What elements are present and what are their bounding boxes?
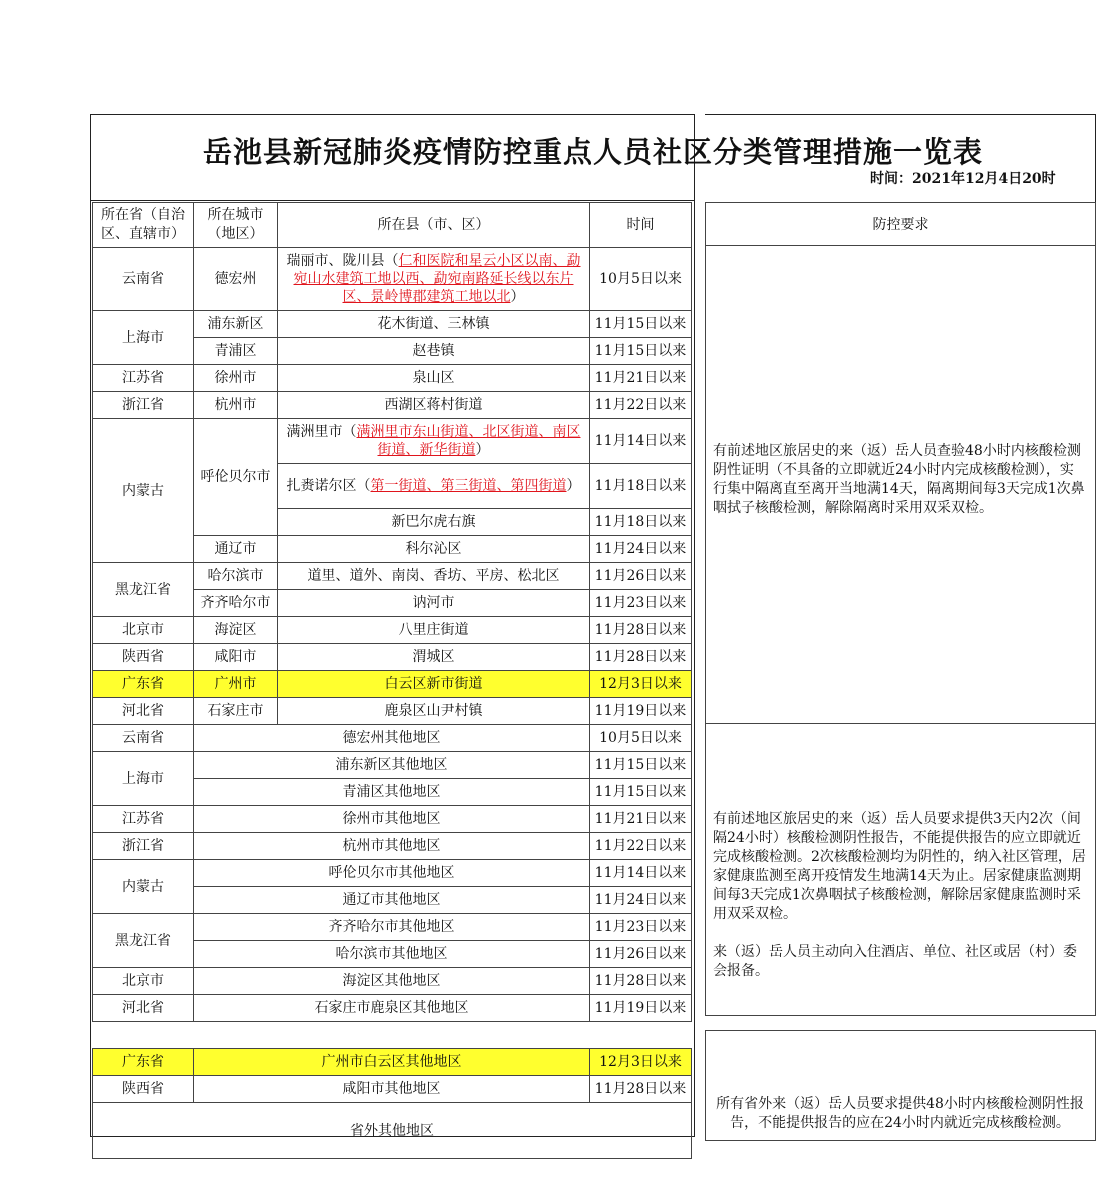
table-row bbox=[93, 365, 692, 392]
requirement-group-1 bbox=[705, 246, 1096, 724]
city-cell: 德宏州 bbox=[194, 248, 278, 311]
city-cell: 浦东新区 bbox=[194, 311, 278, 338]
timestamp: 时间：2021年12月4日20时 bbox=[870, 171, 1056, 187]
time-cell: 11月26日以来 bbox=[590, 563, 692, 590]
requirement-text: 有前述地区旅居史的来（返）岳人员要求提供3天内2次（间隔24小时）核酸检测阴性报告，不能提供报告的应立即就近完成核酸检测。2次核酸检测均为阴性的，纳入社区管理，居家健康监测至离开疫情发生地满14天为止。居家健康监测期间每3天完成1次鼻咽拭子核酸检测，解除居家健康监测时采用双采双检。 来（返）岳人员主动向入住酒店、单位、社区或居（村）委会报备。 bbox=[713, 811, 1086, 979]
time-cell: 11月18日以来 bbox=[590, 509, 692, 536]
time-cell: 11月28日以来 bbox=[590, 1076, 692, 1103]
county-red-text: 满洲里市东山街道、北区街道、南区街道、新华街道 bbox=[356, 424, 581, 458]
requirement-header: 防控要求 bbox=[705, 202, 1096, 246]
area-cell: 咸阳市其他地区 bbox=[194, 1076, 590, 1103]
time-cell: 11月15日以来 bbox=[590, 779, 692, 806]
table-row bbox=[93, 752, 692, 779]
table-row bbox=[93, 914, 692, 941]
county-cell: 讷河市 bbox=[278, 590, 590, 617]
county-cell: 八里庄街道 bbox=[278, 617, 590, 644]
table-row-highlighted bbox=[93, 1049, 692, 1076]
county-cell: 新巴尔虎右旗 bbox=[278, 509, 590, 536]
table-row bbox=[93, 644, 692, 671]
province-cell: 北京市 bbox=[93, 617, 194, 644]
province-cell: 云南省 bbox=[93, 248, 194, 311]
time-cell: 11月22日以来 bbox=[590, 392, 692, 419]
time-cell: 11月23日以来 bbox=[590, 590, 692, 617]
county-cell: 西湖区蒋村街道 bbox=[278, 392, 590, 419]
county-cell: 道里、道外、南岗、香坊、平房、松北区 bbox=[278, 563, 590, 590]
time-cell: 11月21日以来 bbox=[590, 806, 692, 833]
county-cell: 鹿泉区山尹村镇 bbox=[278, 698, 590, 725]
area-cell: 海淀区其他地区 bbox=[194, 968, 590, 995]
time-cell: 11月22日以来 bbox=[590, 833, 692, 860]
time-cell: 11月19日以来 bbox=[590, 698, 692, 725]
time-cell: 11月21日以来 bbox=[590, 365, 692, 392]
time-cell: 11月26日以来 bbox=[590, 941, 692, 968]
county-cell: 渭城区 bbox=[278, 644, 590, 671]
region-table bbox=[92, 202, 692, 1159]
time-cell: 11月18日以来 bbox=[590, 464, 692, 509]
table-row-highlighted bbox=[93, 671, 692, 698]
province-cell: 上海市 bbox=[93, 752, 194, 806]
province-cell: 内蒙古 bbox=[93, 860, 194, 914]
city-cell: 通辽市 bbox=[194, 536, 278, 563]
time-cell: 12月3日以来 bbox=[590, 671, 692, 698]
city-cell: 哈尔滨市 bbox=[194, 563, 278, 590]
county-cell: 赵巷镇 bbox=[278, 338, 590, 365]
city-cell: 徐州市 bbox=[194, 365, 278, 392]
city-cell: 广州市 bbox=[194, 671, 278, 698]
province-cell: 北京市 bbox=[93, 968, 194, 995]
county-red-text: 第一街道、第三街道、第四街道 bbox=[370, 478, 567, 494]
province-cell: 浙江省 bbox=[93, 833, 194, 860]
province-cell: 内蒙古 bbox=[93, 419, 194, 563]
time-cell: 11月23日以来 bbox=[590, 914, 692, 941]
time-cell: 11月15日以来 bbox=[590, 338, 692, 365]
table-row bbox=[93, 968, 692, 995]
time-cell: 10月5日以来 bbox=[590, 725, 692, 752]
province-cell: 陕西省 bbox=[93, 644, 194, 671]
col-city: 所在城市（地区） bbox=[194, 203, 278, 248]
county-cell: 白云区新市街道 bbox=[278, 671, 590, 698]
table-row bbox=[93, 392, 692, 419]
time-cell: 11月24日以来 bbox=[590, 536, 692, 563]
table-row bbox=[93, 806, 692, 833]
county-cell: 科尔沁区 bbox=[278, 536, 590, 563]
city-cell: 海淀区 bbox=[194, 617, 278, 644]
page-title: 岳池县新冠肺炎疫情防控重点人员社区分类管理措施一览表 bbox=[202, 135, 983, 169]
province-cell: 黑龙江省 bbox=[93, 563, 194, 617]
area-cell: 省外其他地区 bbox=[93, 1103, 692, 1159]
area-cell: 德宏州其他地区 bbox=[194, 725, 590, 752]
time-cell: 11月28日以来 bbox=[590, 617, 692, 644]
area-cell: 哈尔滨市其他地区 bbox=[194, 941, 590, 968]
province-cell: 浙江省 bbox=[93, 392, 194, 419]
city-cell: 齐齐哈尔市 bbox=[194, 590, 278, 617]
province-cell: 云南省 bbox=[93, 725, 194, 752]
city-cell: 咸阳市 bbox=[194, 644, 278, 671]
table-row bbox=[93, 563, 692, 590]
table-row bbox=[93, 248, 692, 311]
city-cell: 呼伦贝尔市 bbox=[194, 419, 278, 536]
county-cell: 瑞丽市、陇川县（仁和医院和星云小区以南、勐宛山水建筑工地以西、勐宛南路延长线以东片区、景岭博郡建筑工地以北） bbox=[278, 248, 590, 311]
area-cell: 浦东新区其他地区 bbox=[194, 752, 590, 779]
province-cell: 黑龙江省 bbox=[93, 914, 194, 968]
table-row bbox=[93, 725, 692, 752]
area-cell: 杭州市其他地区 bbox=[194, 833, 590, 860]
table-row bbox=[93, 311, 692, 338]
requirement-group-2 bbox=[705, 724, 1096, 1016]
table-row bbox=[93, 419, 692, 464]
table-row bbox=[93, 995, 692, 1022]
county-cell: 花木街道、三林镇 bbox=[278, 311, 590, 338]
county-cell: 扎赉诺尔区（第一街道、第三街道、第四街道） bbox=[278, 464, 590, 509]
area-cell: 石家庄市鹿泉区其他地区 bbox=[194, 995, 590, 1022]
table-row bbox=[93, 860, 692, 887]
col-province: 所在省（自治区、直辖市） bbox=[93, 203, 194, 248]
province-cell: 江苏省 bbox=[93, 365, 194, 392]
city-cell: 青浦区 bbox=[194, 338, 278, 365]
time-cell: 11月14日以来 bbox=[590, 419, 692, 464]
col-time: 时间 bbox=[590, 203, 692, 248]
table-row bbox=[93, 1103, 692, 1159]
time-cell: 10月5日以来 bbox=[590, 248, 692, 311]
area-cell: 青浦区其他地区 bbox=[194, 779, 590, 806]
area-cell: 齐齐哈尔市其他地区 bbox=[194, 914, 590, 941]
time-cell: 11月15日以来 bbox=[590, 311, 692, 338]
area-cell: 徐州市其他地区 bbox=[194, 806, 590, 833]
province-cell: 陕西省 bbox=[93, 1076, 194, 1103]
city-cell: 杭州市 bbox=[194, 392, 278, 419]
time-cell: 11月19日以来 bbox=[590, 995, 692, 1022]
time-cell: 11月24日以来 bbox=[590, 887, 692, 914]
province-cell: 河北省 bbox=[93, 995, 194, 1022]
province-cell: 广东省 bbox=[93, 671, 194, 698]
table-row bbox=[93, 833, 692, 860]
area-cell: 呼伦贝尔市其他地区 bbox=[194, 860, 590, 887]
requirement-text: 有前述地区旅居史的来（返）岳人员查验48小时内核酸检测阴性证明（不具备的立即就近24小时内完成核酸检测），实行集中隔离直至离开当地满14天，隔离期间每3天完成1次鼻咽拭子核酸检测，解除隔离时采用双采双检。 bbox=[713, 443, 1085, 516]
province-cell: 江苏省 bbox=[93, 806, 194, 833]
area-cell: 通辽市其他地区 bbox=[194, 887, 590, 914]
requirement-group-3 bbox=[705, 1030, 1096, 1141]
table-row bbox=[93, 698, 692, 725]
time-cell: 11月15日以来 bbox=[590, 752, 692, 779]
county-cell: 泉山区 bbox=[278, 365, 590, 392]
county-red-text: 仁和医院和星云小区以南、勐宛山水建筑工地以西、勐宛南路延长线以东片区、景岭博郡建筑工地以北 bbox=[293, 253, 581, 305]
province-cell: 河北省 bbox=[93, 698, 194, 725]
table-header bbox=[93, 203, 692, 248]
area-cell: 广州市白云区其他地区 bbox=[194, 1049, 590, 1076]
time-cell: 11月28日以来 bbox=[590, 644, 692, 671]
table-row bbox=[93, 617, 692, 644]
province-cell: 上海市 bbox=[93, 311, 194, 365]
province-cell: 广东省 bbox=[93, 1049, 194, 1076]
col-county: 所在县（市、区） bbox=[278, 203, 590, 248]
time-cell: 11月14日以来 bbox=[590, 860, 692, 887]
time-cell: 11月28日以来 bbox=[590, 968, 692, 995]
row-gap bbox=[93, 1022, 692, 1049]
time-cell: 12月3日以来 bbox=[590, 1049, 692, 1076]
county-cell: 满洲里市（满洲里市东山街道、北区街道、南区街道、新华街道） bbox=[278, 419, 590, 464]
city-cell: 石家庄市 bbox=[194, 698, 278, 725]
requirement-text: 所有省外来（返）岳人员要求提供48小时内核酸检测阴性报告，不能提供报告的应在24小时内就近完成核酸检测。 bbox=[716, 1096, 1084, 1131]
table-row bbox=[93, 1076, 692, 1103]
